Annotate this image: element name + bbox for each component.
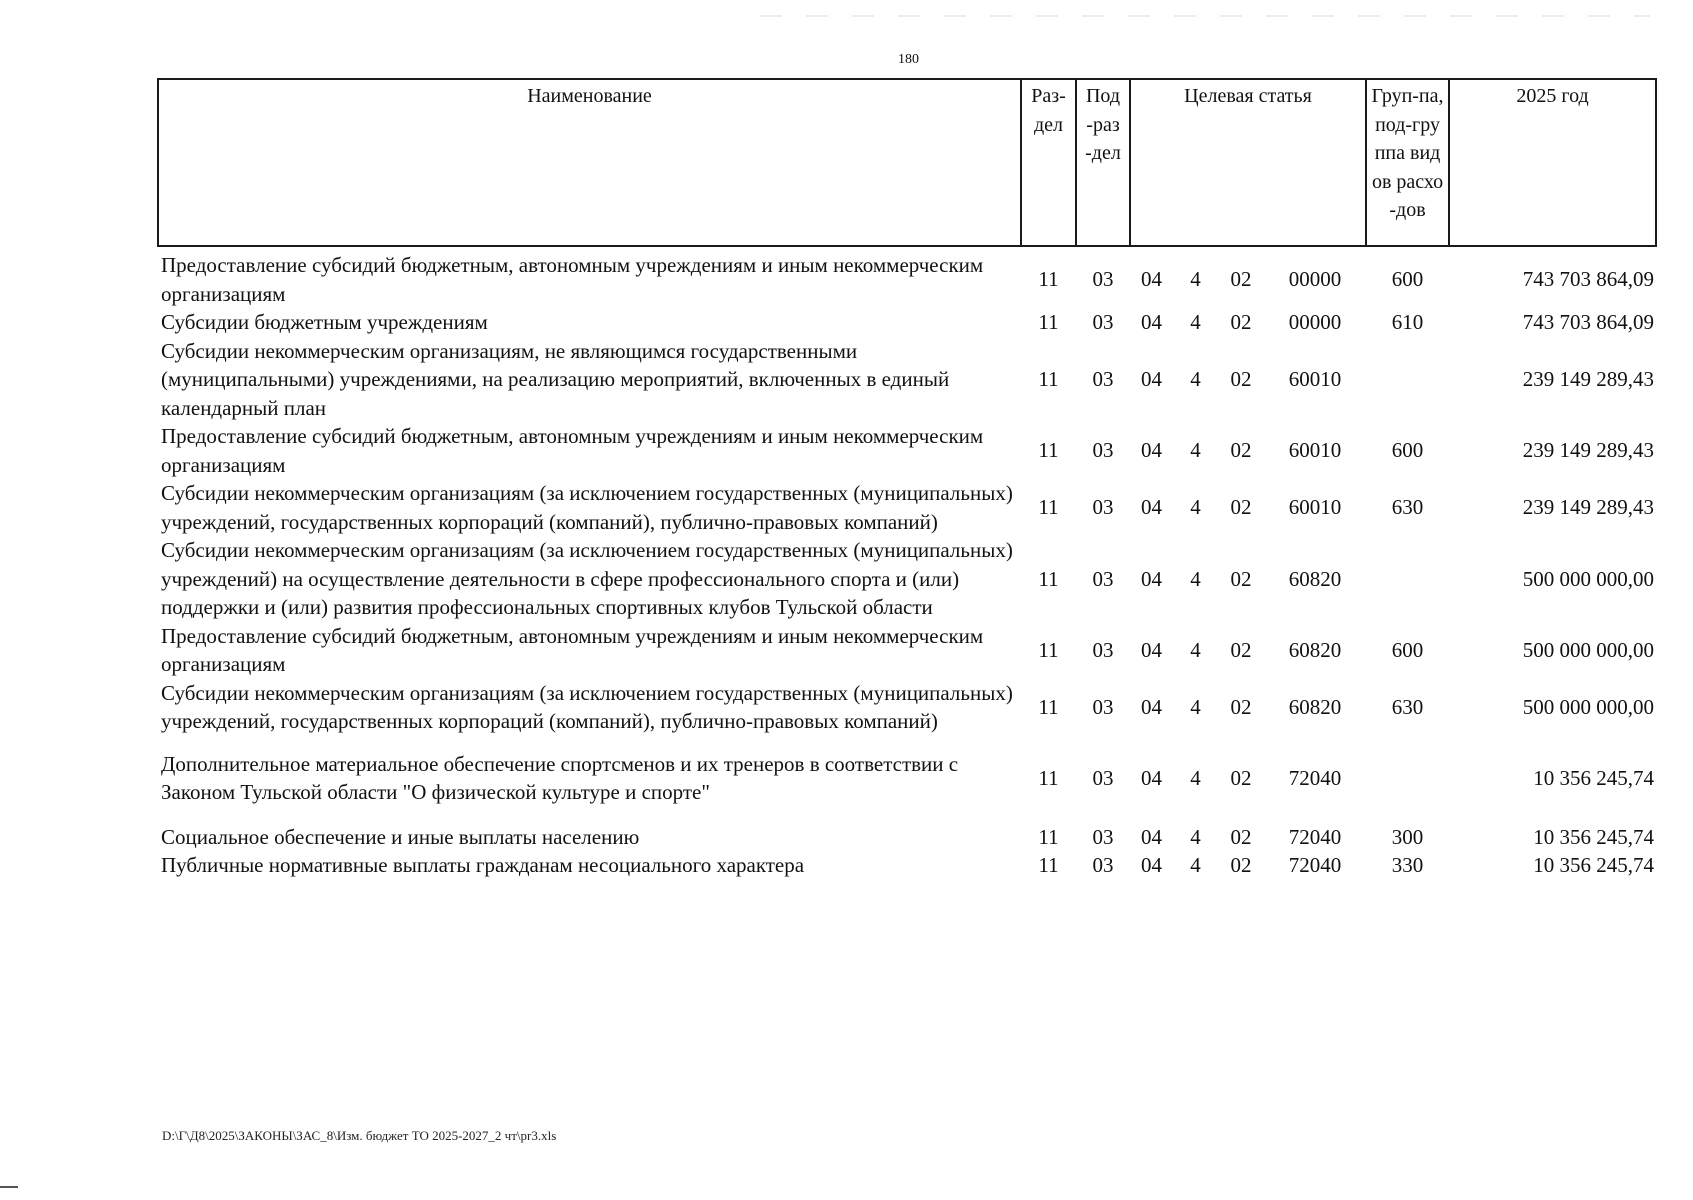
cell-target-2: 4	[1190, 267, 1201, 292]
cell-name: Социальное обеспечение и иные выплаты населению	[161, 824, 640, 849]
cell-sum: 743 703 864,09	[1522, 310, 1655, 334]
cell-target-4: 60010	[1288, 367, 1342, 391]
cell-target-1: 04	[1141, 267, 1162, 292]
cell-target-3: 02	[1230, 694, 1252, 719]
cell-razdel: 11	[1038, 694, 1059, 719]
table-row	[158, 422, 1656, 479]
cell-target-4: 60820	[1288, 566, 1342, 591]
cell-target-2: 4	[1190, 495, 1201, 520]
cell-sum: 500 000 000,00	[1522, 637, 1655, 662]
cell-group: 330	[1391, 853, 1424, 877]
cell-sum: 10 356 245,74	[1533, 824, 1655, 849]
cell-target-1: 04	[1141, 824, 1162, 849]
cell-razdel: 11	[1038, 367, 1059, 391]
cell-target-3: 02	[1230, 438, 1252, 463]
cell-group: 300	[1391, 824, 1424, 849]
cell-target-4: 60820	[1288, 694, 1342, 719]
scan-mark	[0, 1186, 18, 1188]
cell-podrazdel: 03	[1092, 310, 1114, 334]
cell-name: Дополнительное материальное обеспечение спортсменов и их тренеров в соответствии с Законом Тульской области "О физической культуре и спорте"	[161, 751, 959, 804]
cell-target-4: 00000	[1288, 267, 1342, 292]
cell-podrazdel: 03	[1092, 495, 1114, 520]
cell-name: Публичные нормативные выплаты гражданам несоциального характера	[161, 853, 805, 877]
cell-target-1: 04	[1141, 495, 1162, 520]
cell-target-2: 4	[1190, 637, 1201, 662]
cell-sum: 500 000 000,00	[1522, 566, 1655, 591]
cell-razdel: 11	[1038, 637, 1059, 662]
cell-name: Субсидии некоммерческим организациям (за исключением государственных (муниципальных) учреждений) на осуществление деятельности в сфере профессионального спорта и (или) поддержки и (или) развития профессиональных спортивных клубов Тульской области	[161, 538, 1013, 619]
cell-group: 630	[1391, 694, 1424, 719]
cell-target-3: 02	[1230, 853, 1252, 877]
cell-target-1: 04	[1141, 694, 1162, 719]
scan-artifact	[760, 15, 1650, 16]
cell-target-4: 60010	[1288, 495, 1342, 520]
cell-target-2: 4	[1190, 765, 1201, 790]
header-name: Наименование	[158, 79, 1021, 246]
table-header-row	[158, 79, 1656, 246]
cell-razdel: 11	[1038, 310, 1059, 334]
cell-podrazdel: 03	[1092, 367, 1114, 391]
cell-group: 600	[1391, 267, 1424, 292]
header-group-label: Груп-па, под-группа видов расхо-дов	[1371, 85, 1444, 221]
cell-target-1: 04	[1141, 310, 1162, 334]
cell-name: Субсидии некоммерческим организациям (за исключением государственных (муниципальных) учреждений, государственных корпораций (компаний), публично-правовых компаний)	[161, 481, 1013, 534]
cell-target-2: 4	[1190, 853, 1201, 877]
cell-target-3: 02	[1230, 267, 1252, 292]
cell-target-1: 04	[1141, 765, 1162, 790]
cell-group: 600	[1391, 438, 1424, 463]
cell-target-4: 72040	[1288, 824, 1342, 849]
cell-target-4: 72040	[1288, 853, 1342, 877]
table-row	[158, 479, 1656, 536]
header-podrazdel	[1076, 79, 1130, 246]
cell-target-4: 60820	[1288, 637, 1342, 662]
cell-sum: 239 149 289,43	[1522, 438, 1655, 463]
cell-group	[1366, 536, 1449, 622]
table-row	[158, 679, 1656, 736]
cell-target-1: 04	[1141, 438, 1162, 463]
cell-name: Субсидии некоммерческим организациям, не являющимся государственными (муниципальными) учреждениями, на реализацию мероприятий, включенных в единый календарный план	[161, 338, 950, 420]
cell-podrazdel: 03	[1092, 267, 1114, 292]
cell-razdel: 11	[1038, 765, 1059, 790]
cell-target-3: 02	[1230, 566, 1252, 591]
cell-group	[1366, 736, 1449, 817]
page-number: 180	[898, 52, 919, 67]
table-row	[158, 851, 1656, 880]
header-target: Целевая статья	[1130, 79, 1366, 246]
cell-sum: 10 356 245,74	[1533, 765, 1655, 790]
table-row	[158, 736, 1656, 817]
cell-group	[1366, 337, 1449, 423]
cell-target-3: 02	[1230, 824, 1252, 849]
cell-target-2: 4	[1190, 824, 1201, 849]
cell-podrazdel: 03	[1092, 566, 1114, 591]
cell-target-3: 02	[1230, 367, 1252, 391]
footer-file-path: D:\Г\Д8\2025\ЗАКОНЫ\ЗАС_8\Изм. бюджет ТО 2025-2027_2 чт\pr3.xls	[162, 1128, 557, 1143]
cell-target-4: 00000	[1288, 310, 1342, 334]
header-podrazdel-label: Под-раз-дел	[1085, 85, 1121, 164]
cell-razdel: 11	[1038, 853, 1059, 877]
cell-target-2: 4	[1190, 566, 1201, 591]
cell-name: Предоставление субсидий бюджетным, автономным учреждениям и иным некоммерческим организациям	[161, 623, 984, 676]
cell-target-3: 02	[1230, 765, 1252, 790]
cell-razdel: 11	[1038, 824, 1059, 849]
header-razdel-label: Раз-дел	[1031, 85, 1066, 136]
cell-podrazdel: 03	[1092, 853, 1114, 877]
cell-target-4: 60010	[1288, 438, 1342, 463]
cell-sum: 239 149 289,43	[1522, 495, 1655, 520]
table-row	[158, 817, 1656, 852]
header-group	[1366, 79, 1449, 246]
cell-podrazdel: 03	[1092, 765, 1114, 790]
budget-table	[157, 78, 1657, 880]
cell-target-3: 02	[1230, 637, 1252, 662]
cell-group: 610	[1391, 310, 1424, 334]
cell-name: Предоставление субсидий бюджетным, автономным учреждениям и иным некоммерческим организациям	[161, 253, 984, 306]
cell-razdel: 11	[1038, 438, 1059, 463]
cell-target-1: 04	[1141, 566, 1162, 591]
cell-target-3: 02	[1230, 310, 1252, 334]
cell-name: Субсидии некоммерческим организациям (за исключением государственных (муниципальных) учреждений, государственных корпораций (компаний), публично-правовых компаний)	[161, 680, 1013, 733]
table-row	[158, 246, 1656, 308]
cell-group: 630	[1391, 495, 1424, 520]
cell-target-1: 04	[1141, 853, 1162, 877]
table-row	[158, 308, 1656, 337]
header-sum: 2025 год	[1449, 79, 1656, 246]
cell-razdel: 11	[1038, 267, 1059, 292]
table-row	[158, 337, 1656, 423]
cell-name: Субсидии бюджетным учреждениям	[161, 310, 488, 334]
cell-target-2: 4	[1190, 367, 1201, 391]
cell-podrazdel: 03	[1092, 438, 1114, 463]
cell-sum: 239 149 289,43	[1522, 367, 1655, 391]
table-body	[158, 246, 1656, 880]
cell-target-2: 4	[1190, 310, 1201, 334]
cell-podrazdel: 03	[1092, 637, 1114, 662]
table-row	[158, 622, 1656, 679]
cell-target-4: 72040	[1288, 765, 1342, 790]
cell-razdel: 11	[1038, 495, 1059, 520]
cell-razdel: 11	[1038, 566, 1059, 591]
cell-target-2: 4	[1190, 438, 1201, 463]
cell-sum: 500 000 000,00	[1522, 694, 1655, 719]
cell-group: 600	[1391, 637, 1424, 662]
cell-target-1: 04	[1141, 637, 1162, 662]
cell-podrazdel: 03	[1092, 694, 1114, 719]
cell-target-1: 04	[1141, 367, 1162, 391]
header-razdel	[1021, 79, 1076, 246]
table-row	[158, 536, 1656, 622]
cell-sum: 743 703 864,09	[1522, 267, 1655, 292]
cell-name: Предоставление субсидий бюджетным, автономным учреждениям и иным некоммерческим организациям	[161, 424, 984, 477]
cell-target-3: 02	[1230, 495, 1252, 520]
cell-sum: 10 356 245,74	[1533, 853, 1655, 877]
cell-target-2: 4	[1190, 694, 1201, 719]
cell-podrazdel: 03	[1092, 824, 1114, 849]
